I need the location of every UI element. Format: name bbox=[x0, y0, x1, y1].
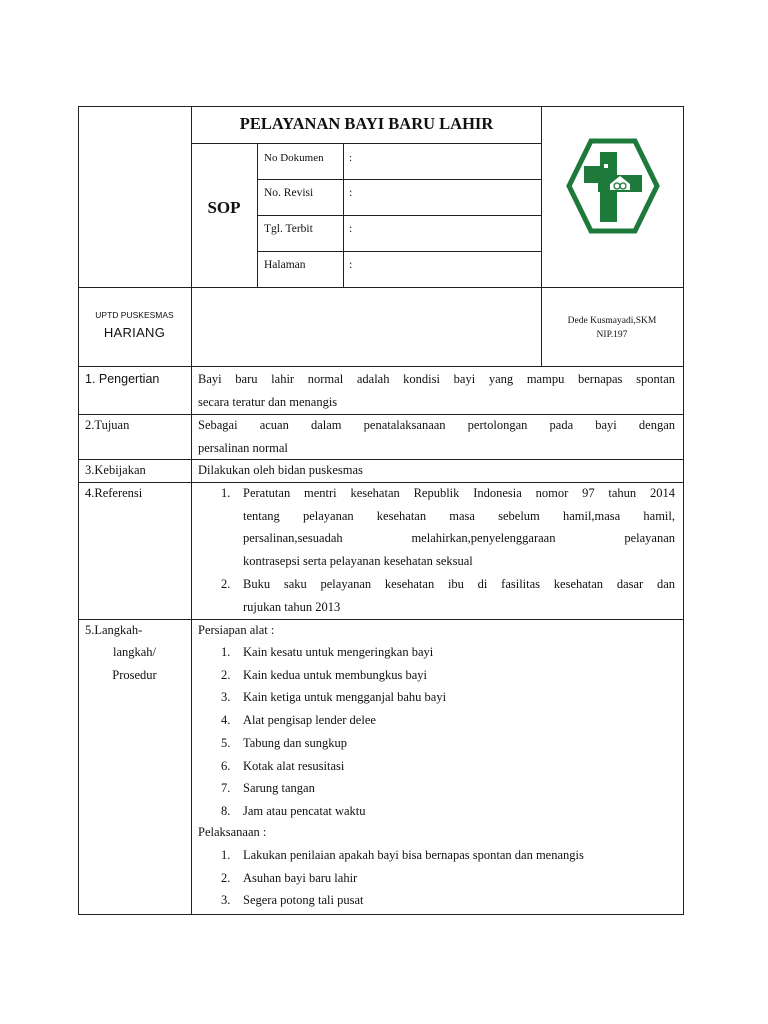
text-line: Sebagai acuan dalam penatalaksanaan pertolongan pada bayi dengan bbox=[198, 418, 675, 432]
text-line: Peratutan mentri kesehatan Republik Indonesia nomor 97 tahun 2014 bbox=[243, 486, 675, 500]
field-value-no-revisi: : bbox=[349, 187, 353, 199]
org-name-line2: HARIANG bbox=[103, 325, 166, 340]
section-label-referensi: 4.Referensi bbox=[85, 486, 143, 500]
signer-name: Dede Kusmayadi,SKM bbox=[567, 316, 657, 326]
sop-label: SOP bbox=[207, 198, 241, 217]
org-name-line1: UPTD PUSKESMAS bbox=[95, 310, 174, 320]
list-text: Sarung tangan bbox=[243, 781, 315, 796]
text-line: Bayi baru lahir normal adalah kondisi bayi yang mampu bernapas spontan bbox=[198, 372, 675, 386]
list-number: 7. bbox=[221, 781, 231, 796]
text-line: persalinan,sesuadah melahirkan,penyelenggaraan pelayanan bbox=[243, 531, 675, 546]
list-number: 2. bbox=[221, 667, 231, 682]
list-item bbox=[221, 732, 675, 755]
list-text: Asuhan bayi baru lahir bbox=[243, 870, 358, 885]
list-number: 3. bbox=[221, 893, 231, 908]
list-number: 2. bbox=[221, 576, 231, 591]
list-item bbox=[221, 867, 675, 890]
field-label-no-dokumen: No Dokumen bbox=[264, 152, 324, 164]
section-label-langkah-2: langkah/ bbox=[112, 645, 157, 659]
list-text: Kain ketiga untuk mengganjal bahu bayi bbox=[243, 690, 447, 705]
pelaksanaan-title: Pelaksanaan : bbox=[198, 825, 267, 839]
list-item bbox=[221, 686, 675, 709]
pelaksanaan-list bbox=[221, 844, 675, 912]
list-number: 3. bbox=[221, 690, 231, 705]
list-item bbox=[221, 800, 675, 823]
list-item bbox=[221, 755, 675, 778]
section-text-kebijakan: Dilakukan oleh bidan puskesmas bbox=[198, 463, 363, 477]
section-label-kebijakan: 3.Kebijakan bbox=[85, 463, 146, 477]
text-line: tentang pelayanan kesehatan masa sebelum hamil,masa hamil, bbox=[243, 508, 675, 523]
field-value-tgl-terbit: : bbox=[349, 223, 353, 235]
section-label-langkah-3: Prosedur bbox=[112, 668, 157, 682]
list-text: Segera potong tali pusat bbox=[243, 893, 364, 908]
list-item bbox=[221, 573, 675, 618]
list-number: 1. bbox=[221, 486, 231, 500]
list-item bbox=[221, 664, 675, 687]
text-line: Buku saku pelayanan kesehatan ibu di fasilitas kesehatan dasar dan bbox=[243, 576, 675, 591]
list-number: 5. bbox=[221, 735, 231, 750]
puskesmas-logo-icon bbox=[564, 136, 662, 236]
text-line: rujukan tahun 2013 bbox=[243, 599, 341, 614]
list-item bbox=[221, 641, 675, 664]
signer-nip: NIP.197 bbox=[596, 330, 628, 340]
list-item bbox=[221, 482, 675, 573]
list-number: 4. bbox=[221, 713, 231, 728]
list-item bbox=[221, 889, 675, 912]
list-text: Kain kedua untuk membungkus bayi bbox=[243, 667, 427, 682]
section-label-langkah-1: 5.Langkah- bbox=[85, 623, 143, 637]
document-title: PELAYANAN BAYI BARU LAHIR bbox=[239, 114, 494, 133]
list-number: 2. bbox=[221, 870, 231, 885]
puskesmas-logo bbox=[564, 136, 662, 236]
section-text-tujuan bbox=[198, 414, 675, 459]
section-label-tujuan: 2.Tujuan bbox=[85, 418, 130, 432]
list-text: Kotak alat resusitasi bbox=[243, 758, 345, 773]
list-text: Tabung dan sungkup bbox=[243, 735, 347, 750]
field-value-halaman: : bbox=[349, 259, 353, 271]
text-line: secara teratur dan menangis bbox=[198, 394, 338, 409]
field-label-halaman: Halaman bbox=[264, 259, 306, 271]
field-value-no-dokumen: : bbox=[349, 152, 353, 164]
persiapan-list bbox=[221, 641, 675, 823]
section-label-pengertian: 1. Pengertian bbox=[85, 372, 160, 386]
list-item bbox=[221, 844, 675, 867]
list-text: Kain kesatu untuk mengeringkan bayi bbox=[243, 645, 434, 659]
text-line: persalinan normal bbox=[198, 440, 288, 455]
field-label-tgl-terbit: Tgl. Terbit bbox=[264, 223, 313, 235]
field-label-no-revisi: No. Revisi bbox=[264, 187, 314, 199]
referensi-list bbox=[221, 482, 675, 618]
list-number: 6. bbox=[221, 758, 231, 773]
section-text-pengertian bbox=[198, 368, 675, 413]
list-number: 1. bbox=[221, 645, 231, 659]
persiapan-title: Persiapan alat : bbox=[198, 623, 275, 637]
list-number: 8. bbox=[221, 803, 231, 818]
list-text: Alat pengisap lender delee bbox=[243, 713, 376, 728]
list-item bbox=[221, 777, 675, 800]
text-line: kontrasepsi serta pelayanan kesehatan seksual bbox=[243, 554, 473, 569]
list-number: 1. bbox=[221, 848, 231, 862]
list-text: Jam atau pencatat waktu bbox=[243, 803, 366, 818]
list-item bbox=[221, 709, 675, 732]
list-text: Lakukan penilaian apakah bayi bisa bernapas spontan dan menangis bbox=[243, 848, 584, 862]
